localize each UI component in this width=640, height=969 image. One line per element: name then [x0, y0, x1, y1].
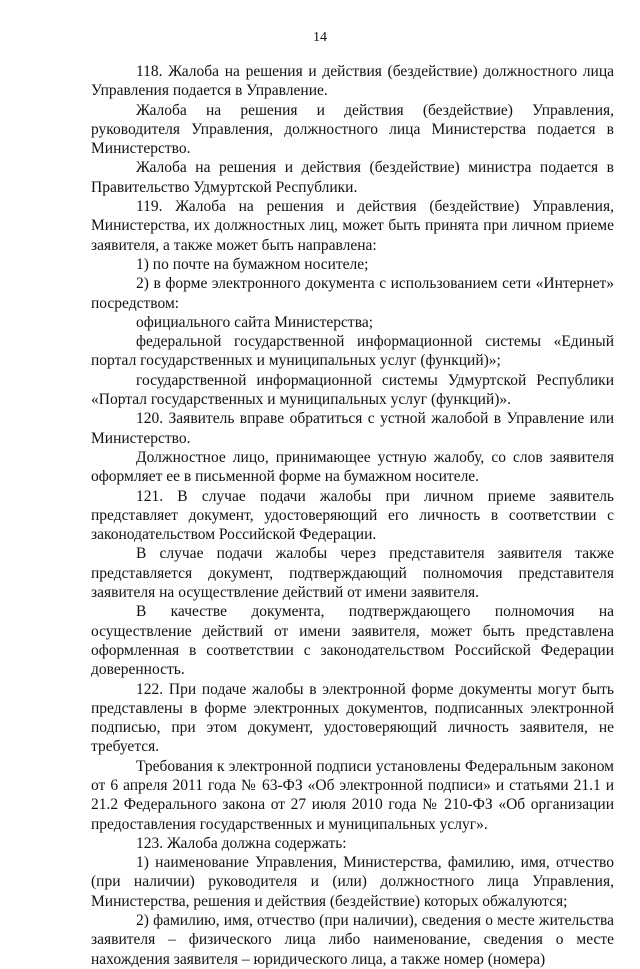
paragraph-121: 121. В случае подачи жалобы при личном приеме заявитель представляет документ, удостоверяющий его личность в соответствии с законодательством Российской Федерации.: [91, 487, 614, 544]
paragraph-118-government: Жалоба на решения и действия (бездействие) министра подается в Правительство Удмуртской Республики.: [91, 159, 614, 196]
paragraph-118: 118. Жалоба на решения и действия (бездействие) должностного лица Управления подается в Управление.: [91, 63, 614, 100]
paragraph-122: 122. При подаче жалобы в электронной форме документы могут быть представлены в форме электронных документов, подписанных электронной подписью, при этом документ, удостоверяющий личность заявителя, не требуется.: [91, 680, 614, 756]
list-item-federal-portal: федеральной государственной информационной системы «Единый портал государственных и муниципальных услуг (функций)»;: [91, 333, 614, 370]
paragraph-120-oral: Должностное лицо, принимающее устную жалобу, со слов заявителя оформляет ее в письменной форме на бумажном носителе.: [91, 448, 614, 486]
list-item-123-1: 1) наименование Управления, Министерства, фамилию, имя, отчество (при наличии) руководителя и (или) должностного лица Управления, Министерства, решения и действия (бездействие) которых обжалуются;: [91, 854, 614, 910]
list-item-123-2: 2) фамилию, имя, отчество (при наличии), сведения о месте жительства заявителя – физического лица либо наименование, сведения о месте нахождения заявителя – юридического лица, а также номер (номера): [91, 912, 614, 968]
paragraph-118-ministry: Жалоба на решения и действия (бездействие) Управления, руководителя Управления, должностного лица Министерства подается в Министерство.: [91, 101, 614, 158]
paragraph-122-signature-law: Требования к электронной подписи установлены Федеральным законом от 6 апреля 2011 года № 63-ФЗ «Об электронной подписи» и статьями 21.1 и 21.2 Федерального закона от 27 июля 2010 года № 210-ФЗ «Об организации предоставления государственных и муниципальных услуг».: [91, 757, 614, 833]
list-item-ministry-site: официального сайта Министерства;: [136, 313, 374, 331]
list-item-post: 1) по почте на бумажном носителе;: [136, 255, 369, 273]
list-item-regional-portal: государственной информационной системы Удмуртской Республики «Портал государственных и муниципальных услуг (функций)».: [91, 371, 614, 409]
paragraph-119: 119. Жалоба на решения и действия (бездействие) Управления, Министерства, их должностных лиц, может быть принята при личном приеме заявителя, а также может быть направлена:: [91, 198, 614, 254]
page-number: 14: [313, 30, 327, 45]
paragraph-120: 120. Заявитель вправе обратиться с устной жалобой в Управление или Министерство.: [91, 410, 614, 447]
paragraph-121-representative: В случае подачи жалобы через представителя заявителя также представляется документ, подтверждающий полномочия представителя заявителя на осуществление действий от имени заявителя.: [91, 545, 614, 602]
list-item-electronic: 2) в форме электронного документа с использованием сети «Интернет» посредством:: [91, 275, 614, 312]
paragraph-123: 123. Жалоба должна содержать:: [136, 834, 347, 852]
paragraph-121-power-of-attorney: В качестве документа, подтверждающего полномочия на осуществление действий от имени заявителя, может быть представлена оформленная в соответствии с законодательством Российской Федерации доверенность.: [91, 603, 614, 679]
document-body: [91, 62, 614, 969]
